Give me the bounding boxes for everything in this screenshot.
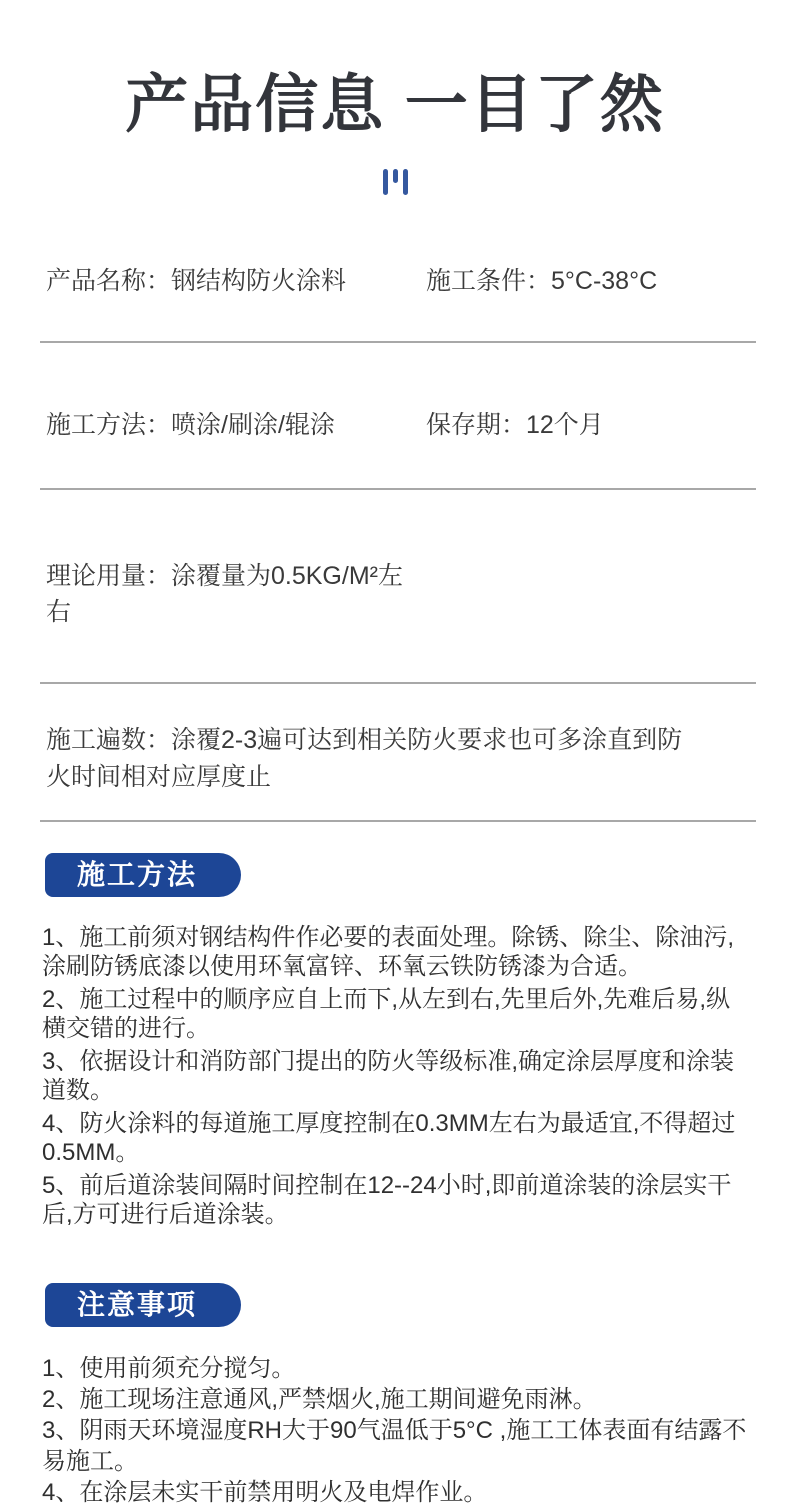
precaution-item-2: 2、施工现场注意通风,严禁烟火,施工期间避免雨淋。: [42, 1385, 597, 1413]
quote-bar-right: [403, 169, 408, 195]
construction-item-5: 5、前后道涂装间隔时间控制在12--24小时,即前道涂装的涂层实干后,方可进行后道涂装。: [42, 1171, 732, 1228]
construction-item-1: 1、施工前须对钢结构件作必要的表面处理。除锈、除尘、除油污,涂刷防锈底漆以使用环氧富锌、环氧云铁防锈漆为合适。: [42, 923, 735, 980]
page-title: 产品信息 一目了然: [125, 70, 665, 140]
spec-construction-condition: 施工条件：5°C-38°C: [426, 266, 658, 295]
precaution-item-3: 3、阴雨天环境湿度RH大于90气温低于5°C ,施工工体表面有结露不易施工。: [42, 1416, 747, 1475]
spec-row-theoretical-usage: [40, 490, 756, 684]
quote-marks-icon: [0, 169, 790, 195]
construction-item-3: 3、依据设计和消防部门提出的防火等级标准,确定涂层厚度和涂装道数。: [42, 1047, 735, 1104]
precaution-item-4: 4、在涂层未实干前禁用明火及电焊作业。: [42, 1478, 488, 1506]
quote-bar-left: [383, 169, 388, 195]
spec-application-method: 施工方法：喷涂/刷涂/辊涂: [46, 410, 335, 439]
page-header: [0, 0, 790, 195]
quote-bar-middle: [393, 169, 398, 183]
construction-item-2: 2、施工过程中的顺序应自上而下,从左到右,先里后外,先难后易,纵横交错的进行。: [42, 985, 731, 1042]
spec-shelf-life: 保存期：12个月: [426, 410, 604, 439]
precautions-list: [42, 1353, 754, 1508]
spec-row-product-name: [40, 195, 756, 343]
spec-coats: 施工遍数：涂覆2-3遍可达到相关防火要求也可多涂直到防火时间相对应厚度止: [46, 725, 683, 791]
construction-method-list: [42, 923, 754, 1229]
spec-row-application-method: [40, 343, 756, 490]
section-badge-precautions: 注意事项: [45, 1283, 241, 1327]
precaution-item-1: 1、使用前须充分搅匀。: [42, 1354, 296, 1382]
spec-table: [40, 195, 756, 822]
spec-row-coats: [40, 684, 756, 822]
section-badge-construction-method: 施工方法: [45, 853, 241, 897]
construction-item-4: 4、防火涂料的每道施工厚度控制在0.3MM左右为最适宜,不得超过0.5MM。: [42, 1109, 736, 1166]
spec-theoretical-usage: 理论用量：涂覆量为0.5KG/M²左右: [46, 561, 403, 626]
spec-product-name: 产品名称：钢结构防火涂料: [46, 266, 347, 295]
